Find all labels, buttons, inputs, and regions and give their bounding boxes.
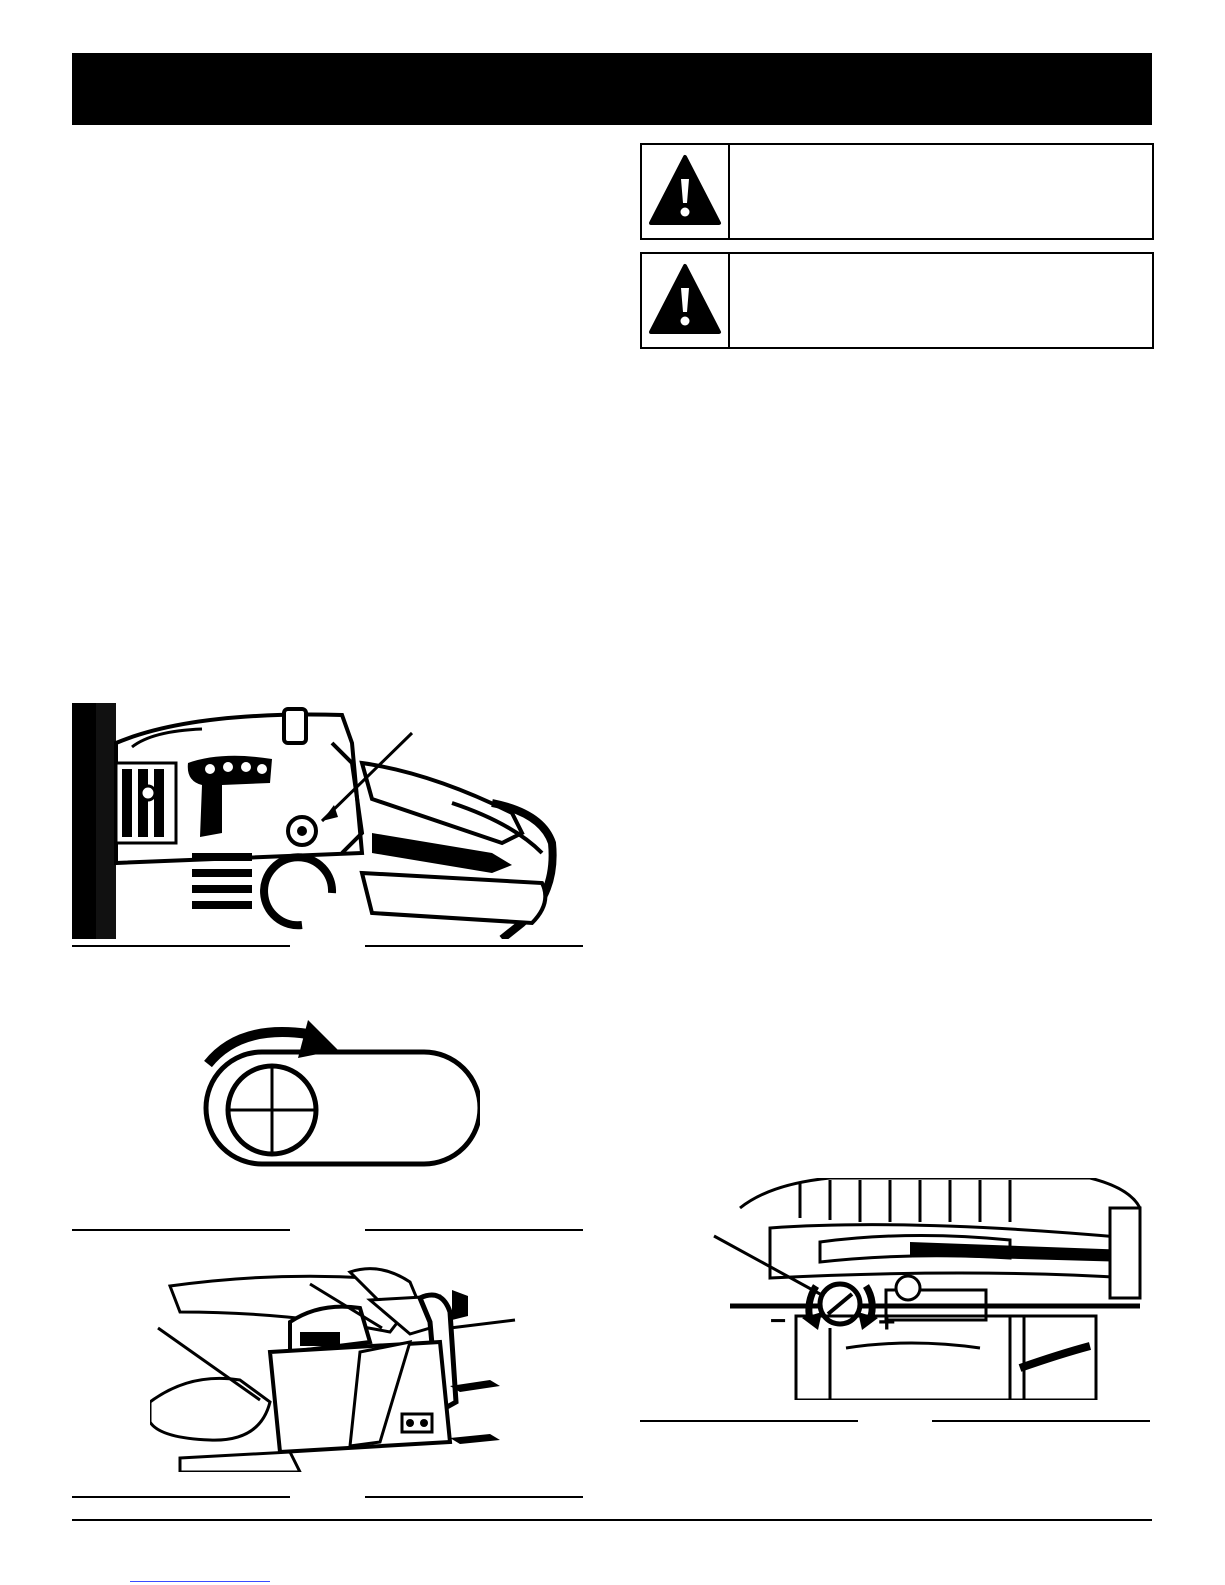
figure-4-oil-adjustment [710, 1178, 1150, 1400]
warning-box-1 [640, 143, 1154, 240]
figure-3-caption-rule-left [72, 1496, 290, 1498]
warning-triangle-icon [648, 153, 722, 229]
figure-1-caption-rule-left [72, 945, 290, 947]
figure-1-chainsaw-side [72, 703, 582, 939]
warning-triangle-icon [648, 262, 722, 338]
warning-box-2 [640, 252, 1154, 349]
figure-4-caption-rule-right [932, 1420, 1150, 1422]
section-header-bar [72, 53, 1152, 125]
footer-rule [72, 1519, 1152, 1521]
figure-3-caption-rule-right [365, 1496, 583, 1498]
figure-3-chain-brake [150, 1262, 530, 1472]
figure-2-caption-rule-left [72, 1229, 290, 1231]
figure-2-caption-rule-right [365, 1229, 583, 1231]
figure-4-caption-rule-left [640, 1420, 858, 1422]
warning-icon-cell [642, 145, 730, 238]
minus-label: − [770, 1305, 787, 1336]
figure-2-rotation-diagram [180, 1018, 480, 1178]
left-hand [150, 1378, 270, 1440]
pointer-arrow [450, 1320, 515, 1328]
warning-icon-cell [642, 254, 730, 347]
footer-link-underline[interactable] [130, 1581, 270, 1582]
figure-1-caption-rule-right [365, 945, 583, 947]
plus-label: + [878, 1306, 896, 1339]
vent-grille [116, 763, 176, 843]
